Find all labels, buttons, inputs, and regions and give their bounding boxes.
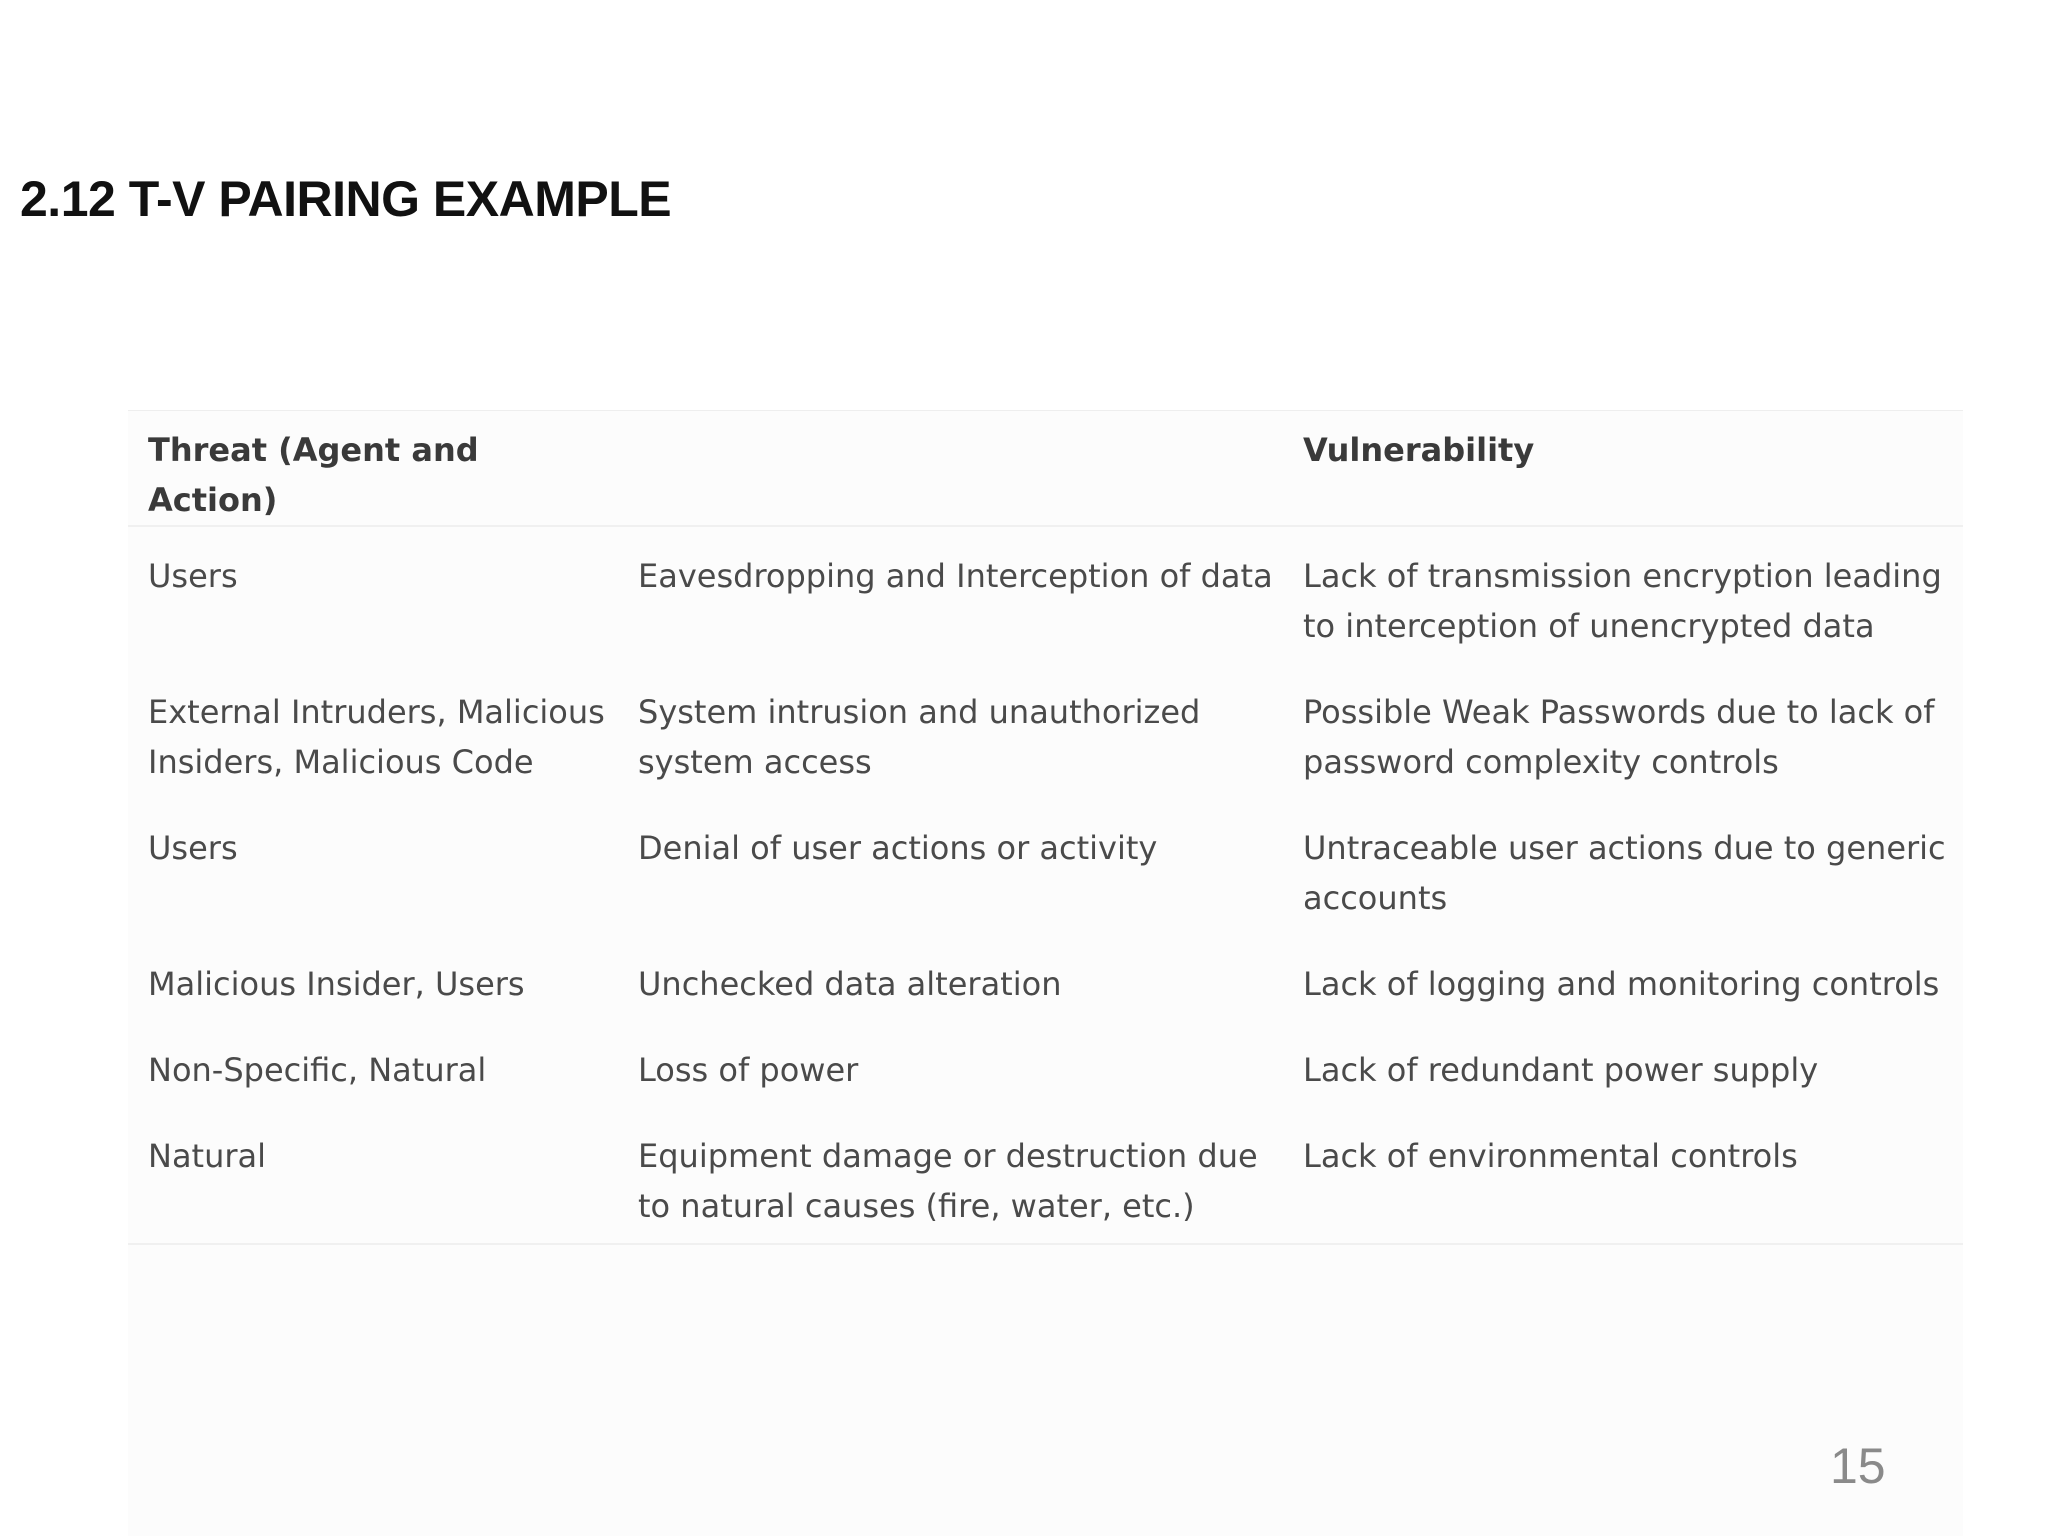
threat-action-cell: Unchecked data alteration	[638, 965, 1062, 1003]
vulnerability-cell: Possible Weak Passwords due to lack of password complexity controls	[1303, 693, 1935, 781]
tv-pairing-table	[128, 410, 1963, 1245]
threat-agent-cell: Users	[148, 557, 238, 595]
table-row	[128, 526, 1963, 663]
threat-agent-cell: Malicious Insider, Users	[148, 965, 525, 1003]
vulnerability-cell: Lack of environmental controls	[1303, 1137, 1798, 1175]
vulnerability-cell: Lack of logging and monitoring controls	[1303, 965, 1940, 1003]
threat-agent-cell: Non-Specific, Natural	[148, 1051, 487, 1089]
threat-action-cell: Equipment damage or destruction due to natural causes (fire, water, etc.)	[638, 1137, 1258, 1225]
slide-title: 2.12 T-V PAIRING EXAMPLE	[20, 171, 672, 227]
header-action	[618, 411, 1283, 527]
table-row	[128, 1107, 1963, 1244]
tv-pairing-table-image	[128, 410, 1963, 1536]
table-header-row	[128, 411, 1963, 527]
vulnerability-cell: Lack of redundant power supply	[1303, 1051, 1819, 1089]
threat-agent-cell: Natural	[148, 1137, 267, 1175]
table-row	[128, 799, 1963, 935]
threat-action-cell: Loss of power	[638, 1051, 859, 1089]
table-row	[128, 663, 1963, 799]
threat-action-cell: System intrusion and unauthorized system access	[638, 693, 1201, 781]
vulnerability-cell: Lack of transmission encryption leading to interception of unencrypted data	[1303, 557, 1942, 645]
table-row	[128, 935, 1963, 1021]
threat-agent-cell: External Intruders, Malicious Insiders, Malicious Code	[148, 693, 605, 781]
header-vulnerability: Vulnerability	[1303, 431, 1535, 469]
header-threat: Threat (Agent and Action)	[148, 431, 479, 519]
page-number: 15	[1830, 1438, 1886, 1494]
threat-agent-cell: Users	[148, 829, 238, 867]
vulnerability-cell: Untraceable user actions due to generic accounts	[1303, 829, 1946, 917]
table-row	[128, 1021, 1963, 1107]
threat-action-cell: Denial of user actions or activity	[638, 829, 1158, 867]
threat-action-cell: Eavesdropping and Interception of data	[638, 557, 1273, 595]
